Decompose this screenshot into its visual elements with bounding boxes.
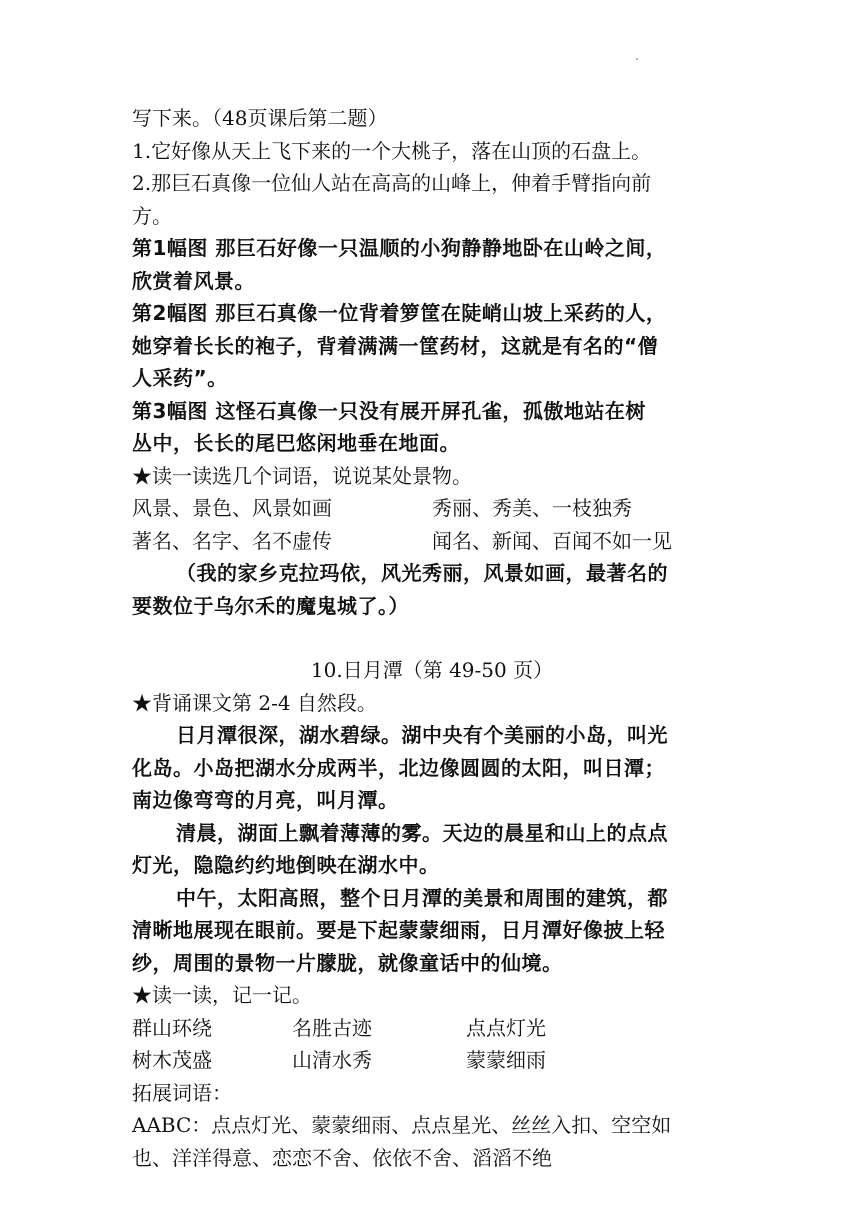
word-group: 闻名、新闻、百闻不如一见 bbox=[432, 528, 672, 553]
answer-line: 第2幅图 那巨石真像一位背着箩筐在陡峭山坡上采药的人， bbox=[132, 301, 667, 325]
word-item: 点点灯光 bbox=[466, 1015, 546, 1040]
extend-line: AABC：点点灯光、蒙蒙细雨、点点星光、丝丝入扣、空空如 bbox=[132, 1113, 672, 1137]
text-line: 方。 bbox=[132, 203, 172, 228]
answer-line: 第1幅图 那巨石好像一只温顺的小狗静静地卧在山岭之间， bbox=[132, 236, 667, 260]
word-group: 风景、景色、风景如画 bbox=[132, 496, 332, 520]
text-line: 2.那巨石真像一位仙人站在高高的山峰上，伸着手臂指向前 bbox=[132, 171, 652, 195]
word-item: 群山环绕 bbox=[132, 1015, 212, 1040]
text-line: 写下来。（48页课后第二题） bbox=[132, 106, 388, 130]
recite-line: 纱，周围的景物一片朦胧，就像童话中的仙境。 bbox=[132, 950, 563, 975]
word-row bbox=[132, 492, 732, 525]
example-line: 要数位于乌尔禾的魔鬼城了。） bbox=[132, 593, 409, 618]
page-dot bbox=[636, 58, 638, 60]
extend-line: 也、洋洋得意、恋恋不舍、依依不舍、滔滔不绝 bbox=[132, 1145, 552, 1170]
answer-line: 人采药”。 bbox=[132, 366, 228, 390]
recite-line: 南边像弯弯的月亮，叫月潭。 bbox=[132, 788, 399, 812]
word-item: 名胜古迹 bbox=[292, 1015, 372, 1040]
task-heading: ★读一读，记一记。 bbox=[132, 983, 312, 1007]
word-group: 秀丽、秀美、一枝独秀 bbox=[432, 496, 632, 520]
page-content bbox=[132, 102, 732, 1174]
recite-line: 清晨，湖面上飘着薄薄的雾。天边的晨星和山上的点点 bbox=[176, 820, 668, 845]
word-row bbox=[132, 1044, 732, 1077]
task-heading: ★背诵课文第 2-4 自然段。 bbox=[132, 690, 377, 715]
task-heading: ★读一读选几个词语，说说某处景物。 bbox=[132, 463, 472, 488]
word-row bbox=[132, 1012, 732, 1045]
example-line: （我的家乡克拉玛依，风光秀丽，风景如画，最著名的 bbox=[176, 561, 668, 585]
recite-line: 化岛。小岛把湖水分成两半，北边像圆圆的太阳，叫日潭； bbox=[132, 755, 665, 780]
recite-line: 清晰地展现在眼前。要是下起蒙蒙细雨，日月潭好像披上轻 bbox=[132, 918, 665, 942]
recite-line: 中午，太阳高照，整个日月潭的美景和周围的建筑，都 bbox=[176, 885, 668, 910]
answer-line: 丛中，长长的尾巴悠闲地垂在地面。 bbox=[132, 431, 460, 455]
text-line: 1.它好像从天上飞下来的一个大桃子，落在山顶的石盘上。 bbox=[132, 138, 652, 163]
lesson-title: 10.日月潭（第 49-50 页） bbox=[310, 658, 554, 682]
word-item: 蒙蒙细雨 bbox=[466, 1048, 546, 1072]
word-group: 著名、名字、名不虚传 bbox=[132, 528, 332, 553]
answer-line: 她穿着长长的袍子，背着满满一筐药材，这就是有名的“僧 bbox=[132, 333, 659, 358]
section-gap bbox=[132, 622, 732, 654]
recite-line: 灯光，隐隐约约地倒映在湖水中。 bbox=[132, 853, 440, 877]
answer-line: 第3幅图 这怪石真像一只没有展开屏孔雀，孤傲地站在树 bbox=[132, 398, 646, 423]
recite-line: 日月潭很深，湖水碧绿。湖中央有个美丽的小岛，叫光 bbox=[176, 723, 668, 747]
word-item: 树木茂盛 bbox=[132, 1048, 212, 1072]
word-item: 山清水秀 bbox=[292, 1048, 372, 1072]
word-row bbox=[132, 525, 732, 558]
answer-line: 欣赏着风景。 bbox=[132, 268, 255, 293]
extend-label: 拓展词语： bbox=[132, 1080, 232, 1105]
